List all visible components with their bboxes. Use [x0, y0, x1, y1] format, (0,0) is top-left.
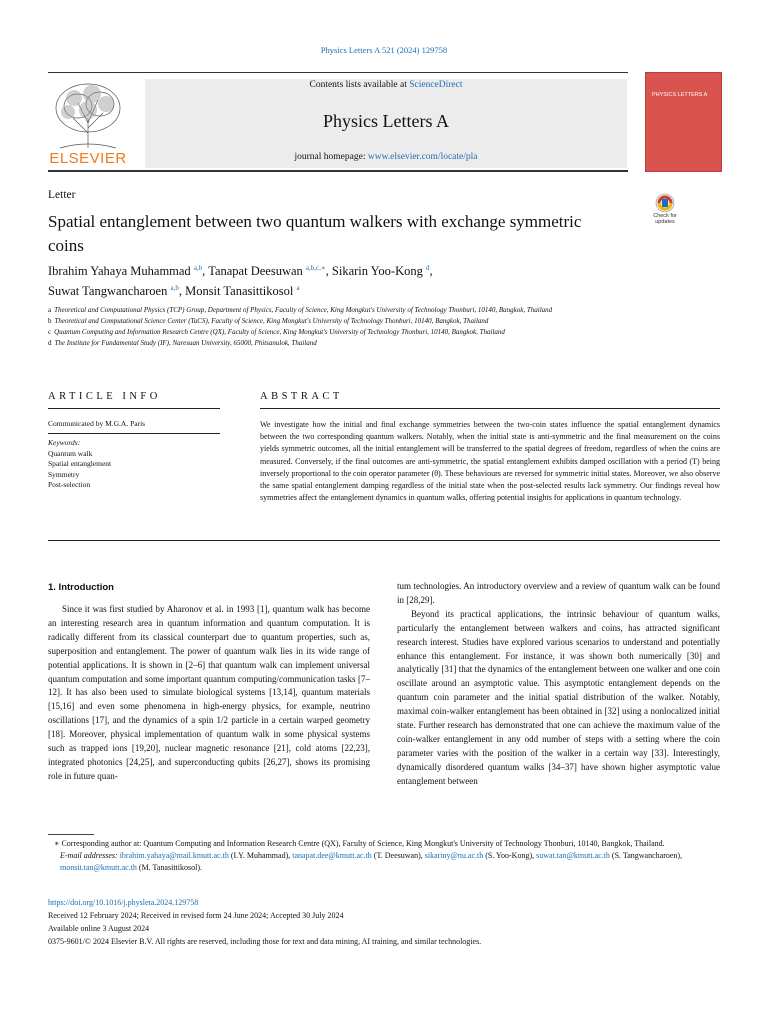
body-column-left — [48, 603, 370, 784]
email-link[interactable]: tanapat.dee@kmutt.ac.th — [292, 851, 372, 861]
author-name[interactable]: Tanapat Deesuwan — [208, 264, 303, 279]
keyword-item: Quantum walk — [48, 448, 93, 458]
email-link[interactable]: monsit.tan@kmutt.ac.th — [60, 863, 137, 873]
keywords-label: Keywords: — [48, 438, 81, 447]
doi-link[interactable] — [48, 897, 720, 909]
available-online: Available online 3 August 2024 — [48, 924, 150, 933]
keyword-item: Post-selection — [48, 480, 91, 489]
section-heading-introduction: 1. Introduction — [48, 582, 114, 593]
affiliation-item — [48, 338, 648, 349]
sciencedirect-link[interactable]: ScienceDirect — [409, 80, 463, 90]
article-info-rule-mid — [48, 433, 220, 434]
keyword-item: Spatial entanglement — [48, 459, 112, 468]
affiliation-item — [48, 327, 648, 338]
affil-letter: b — [48, 317, 52, 325]
author-affil[interactable]: a — [296, 284, 300, 293]
affil-text: The Institute for Fundamental Study (IF), Naresuan University, 65000, Phitsanulok, Thailand — [54, 339, 317, 347]
footnote-rule — [48, 834, 94, 835]
abstract-heading: ABSTRACT — [260, 391, 343, 402]
paragraph: Beyond its practical applications, the intrinsic behaviour of quantum walks, particularly the entanglement between walkers and coins, has attracted significant research interest. Studies have explored various scenarios to understand and potentially enhance this entanglement. For instance, it was shown both numerically [30] and analytically [31] that the dynamics of the entanglement between one walker and one coin oscillate around an asymptotic value. This asymptotic entanglement depends on the quantum coin parameter and the initial spatial distribution of the walker. Notably, maximal coin-walker entanglement has been obtained in [32] using a nonlocalized initial state. Further research has demonstrated that one can achieve the maximum value of the coin-walker entanglement in any odd number of steps with a setting where the coin parameter varies with the position of the walker in a certain way [33]. Interestingly, dynamically disordered quantum walks [34–37] have shown higher asymptotic value entanglement between — [397, 608, 720, 786]
email-owner: (S. Yoo-Kong), — [483, 851, 537, 861]
affil-text: Theoretical and Computational Science Center (TaCS), Faculty of Science, King Mongkut's University of Technology Thonburi, 10140, Bangkok, Thailand — [54, 317, 489, 325]
journal-cover-thumbnail[interactable] — [645, 72, 722, 172]
author-affil[interactable]: a,b — [170, 284, 179, 293]
author-sep: , — [178, 284, 186, 299]
received-dates: Received 12 February 2024; Received in revised form 24 June 2024; Accepted 30 July 2024 — [48, 911, 344, 920]
affil-letter: a — [48, 306, 52, 314]
body-column-right — [397, 580, 720, 789]
badge-line1: Check for — [653, 213, 677, 219]
contents-prefix: Contents lists available at — [309, 80, 410, 90]
affil-text: Quantum Computing and Information Research Centre (QX), Faculty of Science, King Mongkut's University of Technology Thonburi, 10140, Bangkok, Thailand — [54, 328, 505, 336]
paragraph: Since it was first studied by Aharonov et al. in 1993 [1], quantum walk has become an interesting research area in quantum information and quantum computation. It is radically different from its classical counterpart due to quantum properties, such as, superposition and entanglement. The power of quantum walk lies in its wide range of potential applications. It is shown in [2–6] that quantum walk can implement universal quantum computation and some important quantum computing/communication tasks [7–12]. It has also been used to simulate biological systems [13,14], quantum materials [15,16] and even some phenomena in high-energy physics, for example, neutrino oscillations [17], and the dynamics of a spin 1/2 particle in a certain warped geometry [18]. Moreover, physical implementation of quantum walk in some physical systems such as trapped ions [19,20], nuclear magnetic resonance [21], cold atoms [22,23], integrated photonics [24,25], and superconducting qubits [26,27], shows its promising role in future quan- — [48, 604, 370, 781]
email-label: E-mail addresses: — [60, 851, 118, 861]
homepage-prefix: journal homepage: — [294, 152, 368, 162]
doi-text[interactable]: https://doi.org/10.1016/j.physleta.2024.129758 — [48, 898, 199, 907]
header-rule-top — [48, 72, 628, 73]
author-sep: , — [202, 264, 209, 279]
keyword-item: Symmetry — [48, 469, 80, 479]
article-info-heading: ARTICLE INFO — [48, 391, 161, 402]
email-link[interactable]: sikariny@nu.ac.th — [424, 851, 484, 861]
affiliation-item — [48, 316, 648, 327]
affiliation-item — [48, 305, 648, 316]
author-sep: , — [429, 264, 433, 279]
publisher-logo-text: ELSEVIER — [49, 150, 127, 167]
email-owner: (S. Tangwancharoen), — [609, 851, 683, 861]
front-matter-rule — [48, 540, 720, 541]
copyright-line: 0375-9601/© 2024 Elsevier B.V. All rights are reserved, including those for text and data mining, AI training, and similar technologies. — [48, 937, 482, 946]
email-owner: (T. Deesuwan), — [371, 851, 425, 861]
article-type: Letter — [48, 189, 76, 201]
author-affil[interactable]: a,b — [193, 264, 203, 272]
check-for-updates-badge[interactable] — [646, 192, 684, 228]
journal-name: Physics Letters A — [323, 111, 449, 131]
abstract-rule-top — [260, 408, 720, 409]
author-name[interactable]: Sikarin Yoo-Kong — [331, 264, 423, 279]
affil-letter: d — [48, 339, 52, 347]
author-sep: , — [325, 264, 332, 279]
affiliations — [48, 305, 648, 349]
email-owner: (I.Y. Muhammad), — [228, 851, 293, 861]
contents-line — [145, 80, 627, 90]
author-affil[interactable]: a,b,c,∗ — [305, 264, 326, 272]
author-name[interactable]: Monsit Tanasittikosol — [185, 284, 294, 299]
author-list — [48, 260, 648, 300]
journal-reference[interactable]: Physics Letters A 521 (2024) 129758 — [320, 45, 448, 55]
article-info-rule-top — [48, 408, 220, 409]
communicated-by: Communicated by M.G.A. Paris — [48, 419, 146, 428]
email-owner: (M. Tanasittikosol). — [136, 863, 202, 873]
corresponding-author-note: ∗ Corresponding author at: Quantum Computing and Information Research Centre (QX), Faculty of Science, King Mongkut's University of Technology Thonburi, 10140, Bangkok, Thailand. — [54, 839, 665, 848]
homepage-line — [145, 152, 627, 162]
keywords-block — [48, 438, 111, 491]
affil-letter: c — [48, 328, 52, 336]
homepage-link[interactable]: www.elsevier.com/locate/pla — [367, 152, 478, 162]
author-name[interactable]: Ibrahim Yahaya Muhammad — [48, 264, 191, 279]
cover-title: PHYSICS LETTERS A — [652, 92, 708, 98]
header-rule-bottom — [48, 170, 628, 172]
email-addresses — [48, 850, 720, 874]
author-affil[interactable]: d — [426, 264, 430, 272]
affil-text: Theoretical and Computational Physics (TCP) Group, Department of Physics, Faculty of Science, King Mongkut's University of Technology Thonburi, 10140, Bangkok, Thailand — [54, 306, 553, 314]
abstract-text: We investigate how the initial and final exchange symmetries between the two-coin states influence the spatial entanglement dynamics between the two corresponding quantum walkers. Notably, when the initial state is anti-symmetric and the final measurement on the coins yields symmetric outcomes, all the initial entanglement will be transferred to the spatial degrees of freedom, regardless of when the coins are measured. Conversely, if the final outcomes are anti-symmetric, the spatial entanglement exhibits damped oscillation with a period (T) being inversely proportional to the coin operator parameter (θ). These behaviours are reversed for symmetric initial states. Moreover, we also observe the same spatial entanglement damping regardless of the initial state when the post-selected results lack symmetry. Our findings reveal how symmetries affect the entanglement dynamics in quantum walks, offering potential insights for applications in quantum technology. — [260, 420, 720, 503]
footnotes — [48, 838, 720, 875]
article-title: Spatial entanglement between two quantum walkers with exchange symmetric coins — [48, 212, 582, 255]
author-name[interactable]: Suwat Tangwancharoen — [48, 284, 168, 299]
email-link[interactable]: suwat.tan@kmutt.ac.th — [536, 851, 610, 861]
paragraph-continued: tum technologies. An introductory overview and a review of quantum walk can be found in [28,29]. — [397, 581, 720, 605]
badge-line2: updates — [655, 219, 675, 225]
email-link[interactable]: ibrahim.yahaya@mail.kmutt.ac.th — [119, 851, 229, 861]
